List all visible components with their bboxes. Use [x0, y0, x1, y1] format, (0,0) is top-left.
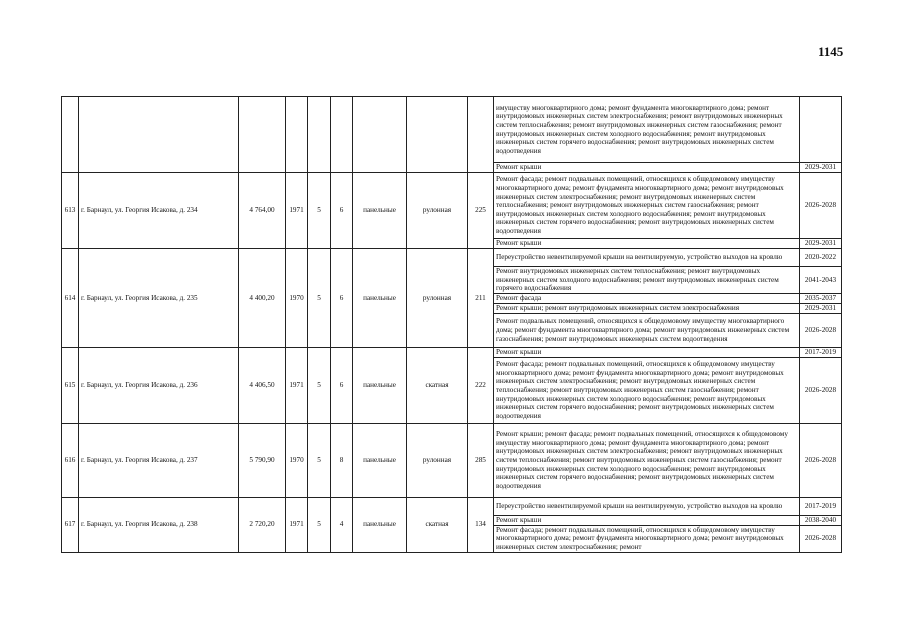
roof-type: скатная	[407, 497, 468, 552]
roof-type: скатная	[407, 347, 468, 423]
work-period: 2029-2031	[800, 303, 842, 313]
residents-count: 211	[468, 249, 494, 348]
roof-type: рулонная	[407, 423, 468, 497]
house-area: 4 400,20	[239, 249, 286, 348]
floors-count: 5	[308, 423, 331, 497]
entrances-count: 4	[331, 497, 353, 552]
work-period: 2038-2040	[800, 515, 842, 525]
work-period: 2020-2022	[800, 249, 842, 267]
work-period: 2026-2028	[800, 173, 842, 239]
work-period: 2017-2019	[800, 497, 842, 515]
house-address: г. Барнаул, ул. Георгия Исакова, д. 236	[79, 347, 239, 423]
residents-count: 222	[468, 347, 494, 423]
entrances-count: 6	[331, 347, 353, 423]
house-number	[62, 97, 79, 173]
wall-material: панельные	[353, 497, 407, 552]
work-description: Ремонт крыши	[494, 163, 800, 173]
work-period: 2017-2019	[800, 347, 842, 357]
build-year: 1971	[286, 497, 308, 552]
house-area: 4 406,50	[239, 347, 286, 423]
work-period: 2026-2028	[800, 313, 842, 347]
residents-count: 225	[468, 173, 494, 249]
wall-material	[353, 97, 407, 173]
wall-material: панельные	[353, 173, 407, 249]
work-description: Ремонт крыши	[494, 239, 800, 249]
table-row	[62, 497, 842, 515]
house-address: г. Барнаул, ул. Георгия Исакова, д. 238	[79, 497, 239, 552]
floors-count: 5	[308, 249, 331, 348]
house-number: 617	[62, 497, 79, 552]
residents-count: 134	[468, 497, 494, 552]
work-period: 2035-2037	[800, 293, 842, 303]
house-number: 613	[62, 173, 79, 249]
roof-type	[407, 97, 468, 173]
work-description: Ремонт фасада; ремонт подвальных помещений, относящихся к общедомовому имуществу многоквартирного дома; ремонт фундамента многоквартирного дома; ремонт внутридомовых инженерных систем электроснабжения; ремонт внутридомовых инженерных систем теплоснабжения; ремонт внутридомовых инженерных систем газоснабжения; ремонт внутридомовых инженерных систем холодного водоснабжения; ремонт внутридомовых инженерных систем горячего водоснабжения; ремонт внутридомовых инженерных систем водоотведения	[494, 173, 800, 239]
housing-register-table	[61, 96, 842, 553]
work-description: Ремонт подвальных помещений, относящихся к общедомовому имуществу многоквартирного дома; ремонт фундамента многоквартирного дома; ремонт внутридомовых инженерных систем газоснабжения; ремонт внутридомовых инженерных систем водоотведения	[494, 313, 800, 347]
house-area: 5 790,90	[239, 423, 286, 497]
table-body	[62, 97, 842, 553]
house-address: г. Барнаул, ул. Георгия Исакова, д. 235	[79, 249, 239, 348]
work-description: Ремонт крыши	[494, 347, 800, 357]
house-number: 614	[62, 249, 79, 348]
floors-count: 5	[308, 497, 331, 552]
table-row	[62, 249, 842, 267]
build-year: 1971	[286, 173, 308, 249]
work-description: имуществу многоквартирного дома; ремонт фундамента многоквартирного дома; ремонт внутридомовых инженерных систем электроснабжения; ремонт внутридомовых инженерных систем теплоснабжения; ремонт внутридомовых инженерных систем газоснабжения; ремонт внутридомовых инженерных систем холодного водоснабжения; ремонт внутридомовых инженерных систем горячего водоснабжения; ремонт внутридомовых инженерных систем водоотведения	[494, 97, 800, 163]
house-address	[79, 97, 239, 173]
work-description: Ремонт фасада	[494, 293, 800, 303]
floors-count: 5	[308, 347, 331, 423]
roof-type: рулонная	[407, 249, 468, 348]
work-description: Переустройство невентилируемой крыши на вентилируемую, устройство выходов на кровлю	[494, 249, 800, 267]
work-period: 2041-2043	[800, 267, 842, 294]
build-year: 1970	[286, 249, 308, 348]
work-period: 2029-2031	[800, 163, 842, 173]
entrances-count: 8	[331, 423, 353, 497]
residents-count: 285	[468, 423, 494, 497]
work-period: 2026-2028	[800, 525, 842, 552]
residents-count	[468, 97, 494, 173]
floors-count	[308, 97, 331, 173]
entrances-count: 6	[331, 249, 353, 348]
build-year: 1971	[286, 347, 308, 423]
wall-material: панельные	[353, 347, 407, 423]
entrances-count: 6	[331, 173, 353, 249]
house-address: г. Барнаул, ул. Георгия Исакова, д. 237	[79, 423, 239, 497]
table-row	[62, 347, 842, 357]
work-description: Ремонт крыши	[494, 515, 800, 525]
work-description: Ремонт крыши; ремонт фасада; ремонт подвальных помещений, относящихся к общедомовому имуществу многоквартирного дома; ремонт фундамента многоквартирного дома; ремонт внутридомовых инженерных систем электроснабжения; ремонт внутридомовых инженерных систем теплоснабжения; ремонт внутридомовых инженерных систем газоснабжения; ремонт внутридомовых инженерных систем холодного водоснабжения; ремонт внутридомовых инженерных систем горячего водоснабжения; ремонт внутридомовых инженерных систем водоотведения	[494, 423, 800, 497]
house-number: 616	[62, 423, 79, 497]
floors-count: 5	[308, 173, 331, 249]
wall-material: панельные	[353, 423, 407, 497]
work-description: Ремонт внутридомовых инженерных систем теплоснабжения; ремонт внутридомовых инженерных систем холодного водоснабжения; ремонт внутридомовых инженерных систем горячего водоснабжения	[494, 267, 800, 294]
house-address: г. Барнаул, ул. Георгия Исакова, д. 234	[79, 173, 239, 249]
page-number: 1145	[818, 44, 844, 59]
table-row	[62, 173, 842, 239]
work-period: 2026-2028	[800, 357, 842, 423]
work-period	[800, 97, 842, 163]
build-year	[286, 97, 308, 173]
work-description: Ремонт крыши; ремонт внутридомовых инженерных систем электроснабжения	[494, 303, 800, 313]
build-year: 1970	[286, 423, 308, 497]
wall-material: панельные	[353, 249, 407, 348]
house-area: 2 720,20	[239, 497, 286, 552]
table-row	[62, 97, 842, 163]
work-description: Ремонт фасада; ремонт подвальных помещений, относящихся к общедомовому имуществу многоквартирного дома; ремонт фундамента многоквартирного дома; ремонт внутридомовых инженерных систем электроснабжения; ремонт внутридомовых инженерных систем теплоснабжения; ремонт внутридомовых инженерных систем газоснабжения; ремонт внутридомовых инженерных систем холодного водоснабжения; ремонт внутридомовых инженерных систем горячего водоснабжения; ремонт внутридомовых инженерных систем водоотведения	[494, 357, 800, 423]
table-row	[62, 423, 842, 497]
work-period: 2026-2028	[800, 423, 842, 497]
work-description: Переустройство невентилируемой крыши на вентилируемую, устройство выходов на кровлю	[494, 497, 800, 515]
work-period: 2029-2031	[800, 239, 842, 249]
roof-type: рулонная	[407, 173, 468, 249]
work-description: Ремонт фасада; ремонт подвальных помещений, относящихся к общедомовому имуществу многоквартирного дома; ремонт фундамента многоквартирного дома; ремонт внутридомовых инженерных систем электроснабжения; ремонт	[494, 525, 800, 552]
house-number: 615	[62, 347, 79, 423]
house-area	[239, 97, 286, 173]
entrances-count	[331, 97, 353, 173]
house-area: 4 764,00	[239, 173, 286, 249]
